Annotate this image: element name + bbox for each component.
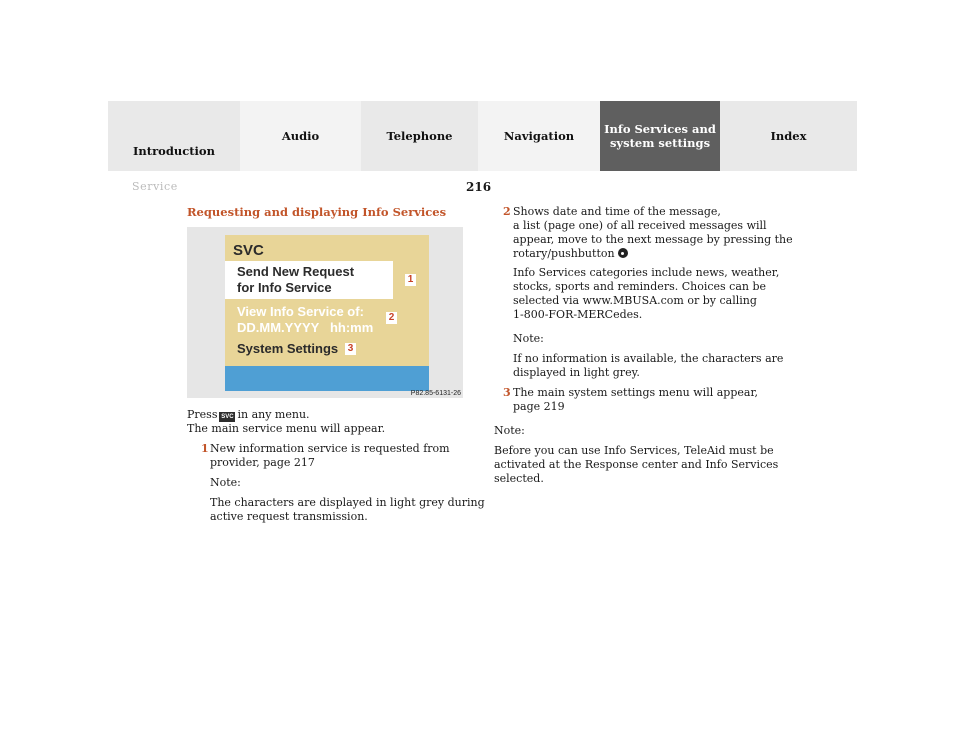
- service-menu-figure: [187, 227, 463, 398]
- tab-audio[interactable]: [240, 101, 361, 171]
- callout-1: 1: [405, 274, 416, 286]
- item-1-number: 1: [201, 442, 209, 455]
- press-instruction: [187, 408, 310, 422]
- tab-telephone[interactable]: [361, 101, 478, 171]
- section-heading: Requesting and displaying Info Services: [187, 205, 447, 219]
- note-1-line-2: active request transmission.: [210, 510, 368, 523]
- info-para-line-4: 1-800-FOR-MERCedes.: [513, 308, 643, 321]
- tab-introduction[interactable]: [108, 101, 240, 171]
- item-3-line-1: The main system settings menu will appear,: [513, 386, 758, 399]
- item-3-number: 3: [503, 386, 511, 399]
- chapter-tab-bar: [108, 101, 857, 171]
- note-3-line-3: selected.: [494, 472, 544, 485]
- tab-navigation-label: Navigation: [503, 129, 575, 143]
- info-para-line-3: selected via www.MBUSA.com or by calling: [513, 294, 757, 307]
- figure-code: P82.85-6131-26: [410, 390, 461, 397]
- info-para-line-2: stocks, sports and reminders. Choices can be: [513, 280, 767, 293]
- screen-status-strip: [225, 366, 429, 391]
- item-2-line-4: rotary/pushbutton: [513, 247, 615, 260]
- tab-navigation[interactable]: [478, 101, 600, 171]
- note-1-label: Note:: [210, 476, 241, 489]
- item-2-line-2: a list (page one) of all received messages will: [513, 219, 767, 232]
- screen-item-1-line-1: Send New Request: [237, 264, 355, 279]
- info-para-line-1: Info Services categories include news, weather,: [513, 266, 780, 279]
- main-menu-text: The main service menu will appear.: [187, 422, 386, 435]
- item-3-line-2: page 219: [513, 400, 565, 413]
- tab-index[interactable]: [720, 101, 857, 171]
- press-text-before: Press: [187, 408, 218, 421]
- item-2-line-1: Shows date and time of the message,: [513, 205, 721, 218]
- item-1-line-1: New information service is requested from: [210, 442, 450, 455]
- screen-title: SVC: [233, 242, 264, 259]
- tab-index-label: Index: [770, 129, 807, 143]
- note-2-line-1: If no information is available, the characters are: [513, 352, 784, 365]
- callout-3: 3: [345, 343, 356, 355]
- page-number: 216: [466, 180, 492, 194]
- display-screen: [225, 235, 429, 391]
- item-2-line-4-wrap: [513, 247, 628, 261]
- note-3-label: Note:: [494, 424, 525, 437]
- section-label: Service: [132, 180, 178, 193]
- screen-item-2-line-2: DD.MM.YYYY hh:mm: [237, 320, 374, 335]
- press-text-after: in any menu.: [237, 408, 310, 421]
- item-2-number: 2: [503, 205, 511, 218]
- callout-2: 2: [386, 312, 397, 324]
- tab-info-services[interactable]: [600, 101, 720, 171]
- note-3-line-1: Before you can use Info Services, TeleAid must be: [494, 444, 774, 457]
- note-2-line-2: displayed in light grey.: [513, 366, 640, 379]
- screen-item-2-line-1: View Info Service of:: [237, 304, 364, 319]
- tab-telephone-label: Telephone: [386, 129, 453, 143]
- note-2-label: Note:: [513, 332, 544, 345]
- note-3-line-2: activated at the Response center and Info Services: [494, 458, 779, 471]
- tab-info-services-label-1: Info Services and: [604, 122, 716, 136]
- screen-item-3: System Settings: [237, 341, 339, 356]
- item-2-line-3: appear, move to the next message by pressing the: [513, 233, 793, 246]
- tab-info-services-label-2: system settings: [609, 136, 711, 150]
- screen-item-1-line-2: for Info Service: [237, 280, 332, 295]
- note-1-line-1: The characters are displayed in light grey during: [210, 496, 485, 509]
- item-1-line-2: provider, page 217: [210, 456, 315, 469]
- tab-audio-label: Audio: [281, 129, 320, 143]
- svc-key-icon: SVC: [221, 414, 234, 420]
- rotary-pushbutton-icon: [618, 248, 628, 258]
- tab-introduction-label: Introduction: [133, 144, 215, 158]
